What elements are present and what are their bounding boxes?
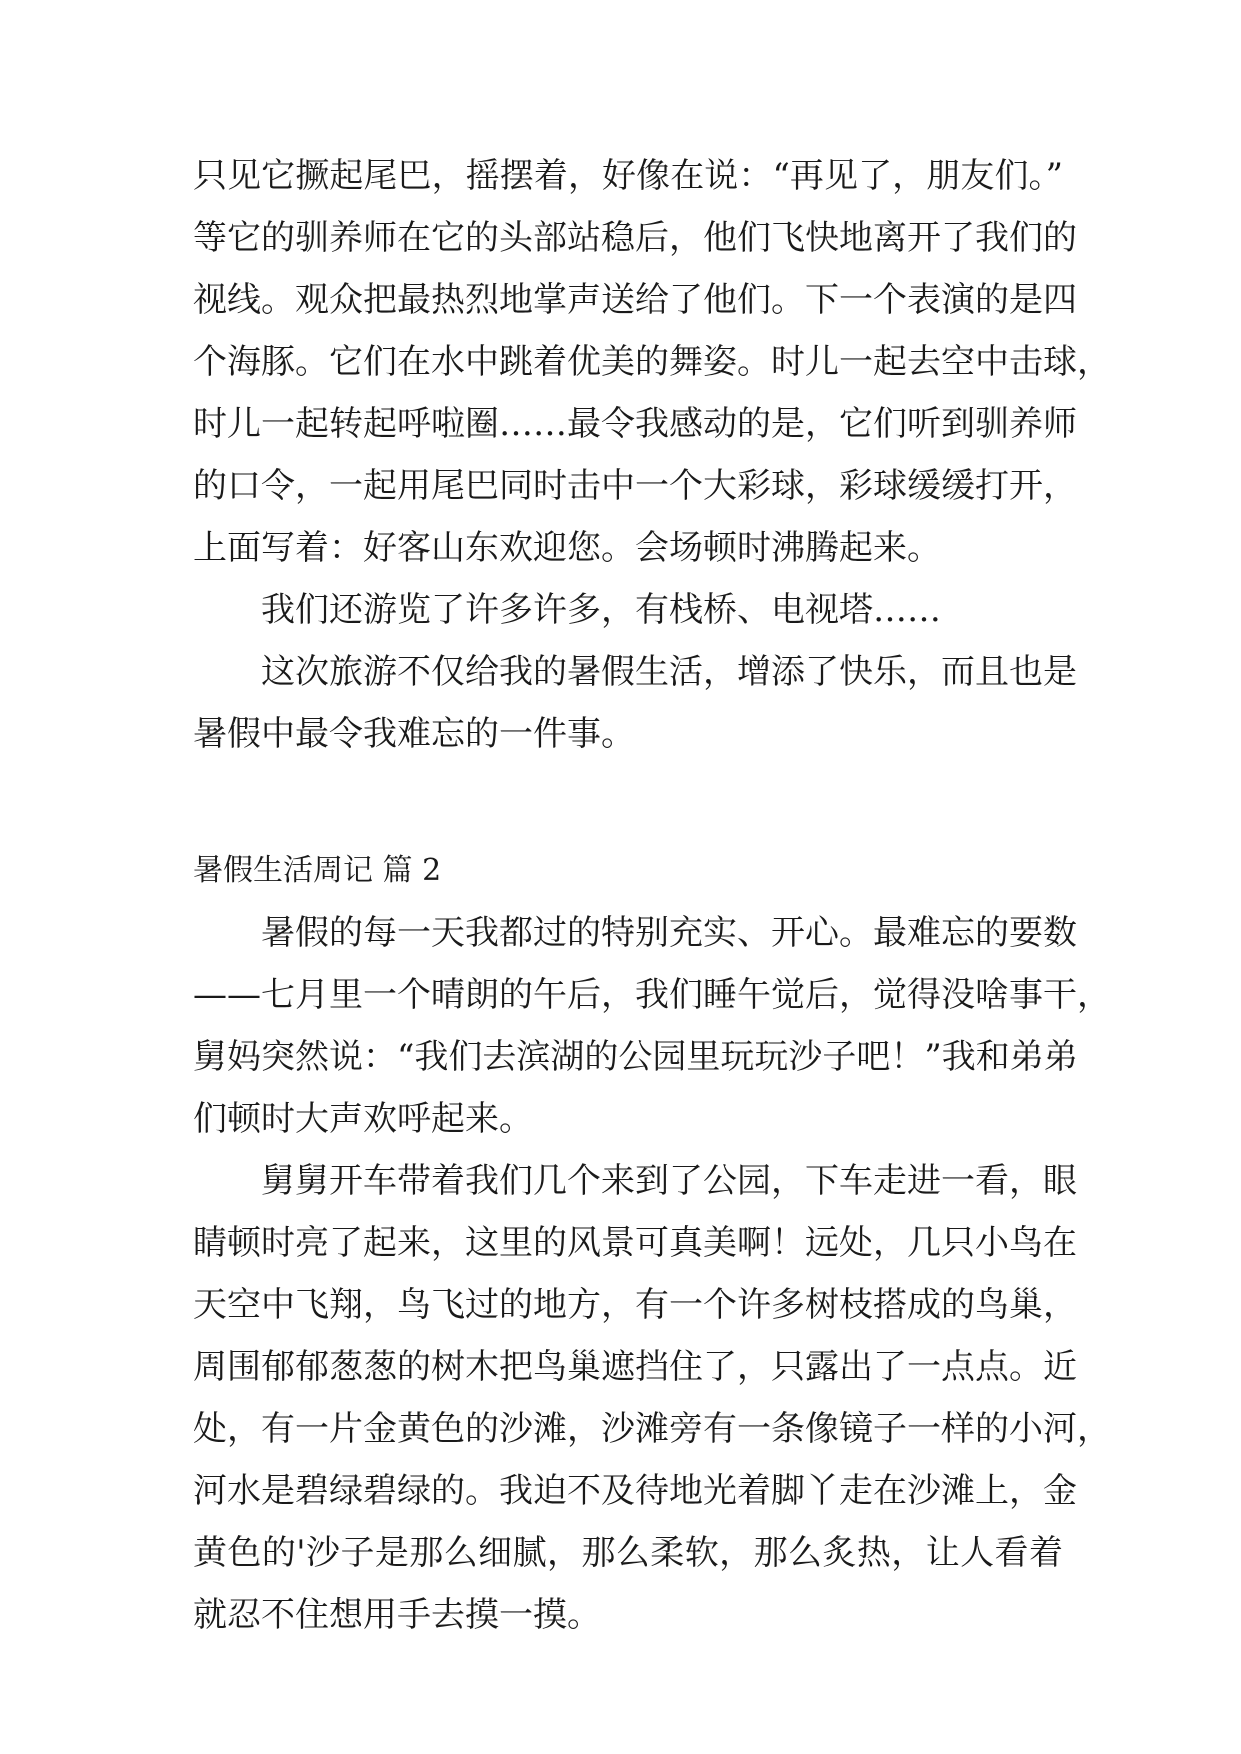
- paragraph-line: 舅舅开车带着我们几个来到了公园，下车走进一看，眼: [261, 1161, 1077, 1201]
- paragraph-line: 黄色的'沙子是那么细腻，那么柔软，那么炙热，让人看着: [193, 1533, 1063, 1573]
- paragraph-line: 的口令，一起用尾巴同时击中一个大彩球，彩球缓缓打开，: [193, 466, 1077, 506]
- paragraph-line: 们顿时大声欢呼起来。: [193, 1099, 533, 1139]
- paragraph-line: 个海豚。它们在水中跳着优美的舞姿。时儿一起去空中击球，: [193, 342, 1111, 382]
- paragraph-line: 处，有一片金黄色的沙滩，沙滩旁有一条像镜子一样的小河，: [193, 1409, 1111, 1449]
- paragraph-line: 我们还游览了许多许多，有栈桥、电视塔……: [261, 590, 941, 630]
- paragraph-line: 暑假中最令我难忘的一件事。: [193, 714, 635, 754]
- paragraph-line: 等它的驯养师在它的头部站稳后，他们飞快地离开了我们的: [193, 218, 1077, 258]
- paragraph-line: 上面写着：好客山东欢迎您。会场顿时沸腾起来。: [193, 528, 941, 568]
- paragraph-line: 就忍不住想用手去摸一摸。: [193, 1595, 601, 1635]
- paragraph-line: 时儿一起转起呼啦圈……最令我感动的是，它们听到驯养师: [193, 404, 1077, 444]
- document-body: [193, 145, 1111, 1646]
- paragraph-line: 天空中飞翔，鸟飞过的地方，有一个许多树枝搭成的鸟巢，: [193, 1285, 1077, 1325]
- paragraph-line: ——七月里一个晴朗的午后，我们睡午觉后，觉得没啥事干，: [193, 975, 1111, 1015]
- paragraph-line: 河水是碧绿碧绿的。我迫不及待地光着脚丫走在沙滩上，金: [193, 1471, 1077, 1511]
- paragraph-line: 只见它撅起尾巴，摇摆着，好像在说：“再见了，朋友们。”: [193, 156, 1063, 196]
- paragraph-line: 舅妈突然说：“我们去滨湖的公园里玩玩沙子吧！”我和弟弟: [193, 1037, 1078, 1077]
- paragraph-line: 暑假的每一天我都过的特别充实、开心。最难忘的要数: [261, 913, 1077, 953]
- paragraph-line: 周围郁郁葱葱的树木把鸟巢遮挡住了，只露出了一点点。近: [193, 1347, 1077, 1387]
- paragraph-line: 视线。观众把最热烈地掌声送给了他们。下一个表演的是四: [193, 280, 1077, 320]
- paragraph-line: 这次旅游不仅给我的暑假生活，增添了快乐，而且也是: [261, 652, 1077, 692]
- paragraph-line: 睛顿时亮了起来，这里的风景可真美啊！远处，几只小鸟在: [193, 1223, 1077, 1263]
- section-gap: [193, 765, 1063, 840]
- section-heading: 暑假生活周记 篇 2: [193, 853, 442, 888]
